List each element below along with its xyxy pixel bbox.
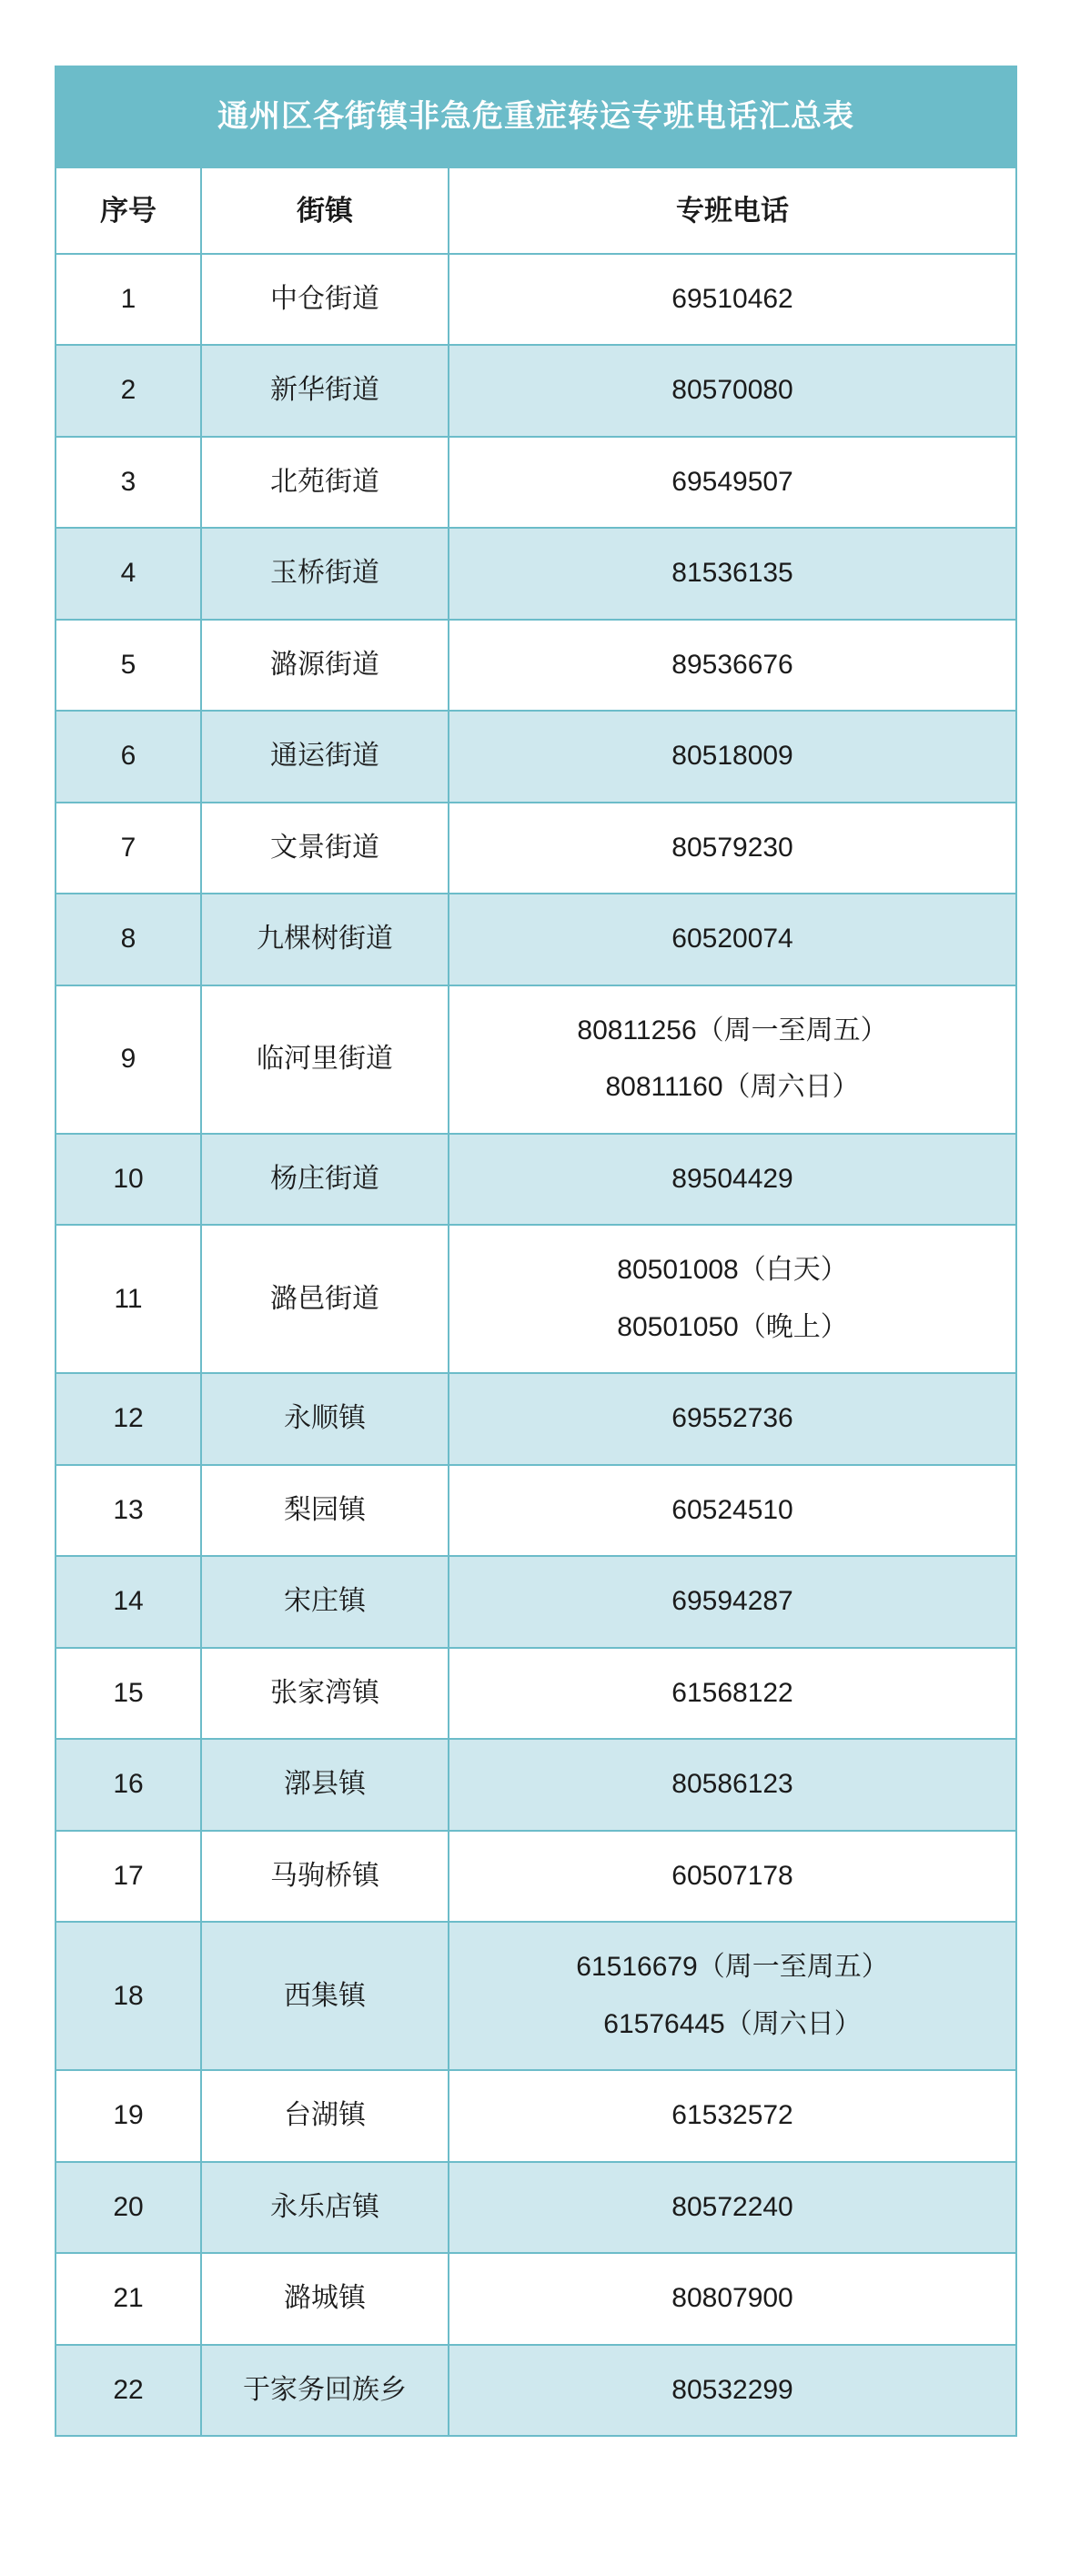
column-header-index: 序号	[56, 167, 201, 254]
phone-line: 60524510	[671, 1494, 793, 1525]
column-header-town: 街镇	[201, 167, 449, 254]
phone-line: 80579230	[671, 832, 793, 863]
cell-index: 22	[56, 2345, 201, 2437]
cell-index: 15	[56, 1648, 201, 1740]
phone-line: 61576445（周六日）	[603, 2008, 862, 2039]
phone-line: 80811256（周一至周五）	[577, 1015, 888, 1046]
cell-index: 16	[56, 1739, 201, 1831]
table-row	[56, 803, 1016, 894]
cell-town: 潞源街道	[201, 620, 449, 712]
cell-index: 17	[56, 1831, 201, 1923]
table-title-row	[56, 66, 1016, 167]
phone-line: 61516679（周一至周五）	[576, 1952, 889, 1983]
table-row	[56, 2345, 1016, 2437]
cell-index: 13	[56, 1465, 201, 1557]
table-row	[56, 1739, 1016, 1831]
table-row	[56, 1134, 1016, 1226]
table-row	[56, 254, 1016, 346]
table-row	[56, 1922, 1016, 2070]
cell-town: 九棵树街道	[201, 894, 449, 985]
phone-line: 61532572	[671, 2100, 793, 2131]
cell-index: 5	[56, 620, 201, 712]
table-row	[56, 1556, 1016, 1648]
phone-line: 80586123	[671, 1769, 793, 1800]
cell-index: 3	[56, 437, 201, 529]
phone-line: 80501008（白天）	[617, 1255, 848, 1286]
table-row	[56, 985, 1016, 1134]
cell-phone	[449, 1648, 1016, 1740]
cell-phone	[449, 985, 1016, 1134]
table-row	[56, 1465, 1016, 1557]
table-row	[56, 2070, 1016, 2162]
phone-line: 80501050（晚上）	[617, 1311, 848, 1342]
phone-line: 80572240	[671, 2191, 793, 2222]
cell-town: 张家湾镇	[201, 1648, 449, 1740]
cell-town: 中仓街道	[201, 254, 449, 346]
cell-phone	[449, 2345, 1016, 2437]
cell-index: 7	[56, 803, 201, 894]
phone-line: 80811160（周六日）	[605, 1072, 860, 1103]
cell-town: 玉桥街道	[201, 528, 449, 620]
cell-town: 永乐店镇	[201, 2162, 449, 2254]
cell-index: 2	[56, 345, 201, 437]
cell-phone	[449, 254, 1016, 346]
table-row	[56, 2253, 1016, 2345]
cell-index: 21	[56, 2253, 201, 2345]
cell-phone	[449, 345, 1016, 437]
cell-phone	[449, 620, 1016, 712]
cell-town: 西集镇	[201, 1922, 449, 2070]
cell-town: 马驹桥镇	[201, 1831, 449, 1923]
cell-town: 新华街道	[201, 345, 449, 437]
table-row	[56, 620, 1016, 712]
table-row	[56, 1225, 1016, 1373]
table-row	[56, 2162, 1016, 2254]
cell-index: 8	[56, 894, 201, 985]
cell-phone	[449, 711, 1016, 803]
cell-phone	[449, 1739, 1016, 1831]
cell-index: 11	[56, 1225, 201, 1373]
cell-index: 4	[56, 528, 201, 620]
table-row	[56, 1373, 1016, 1465]
phone-table-wrapper	[55, 66, 1015, 2437]
table-header-row	[56, 167, 1016, 254]
phone-line: 69510462	[671, 283, 793, 314]
phone-line: 60520074	[671, 924, 793, 955]
cell-phone	[449, 1225, 1016, 1373]
cell-phone	[449, 1556, 1016, 1648]
phone-line: 89536676	[671, 649, 793, 680]
phone-line: 80570080	[671, 375, 793, 406]
table-row	[56, 894, 1016, 985]
cell-phone	[449, 2253, 1016, 2345]
cell-phone	[449, 1465, 1016, 1557]
cell-town: 北苑街道	[201, 437, 449, 529]
cell-phone	[449, 528, 1016, 620]
cell-town: 漷县镇	[201, 1739, 449, 1831]
cell-phone	[449, 1922, 1016, 2070]
phone-line: 89504429	[671, 1163, 793, 1194]
cell-index: 14	[56, 1556, 201, 1648]
cell-phone	[449, 2162, 1016, 2254]
cell-phone	[449, 2070, 1016, 2162]
phone-line: 69552736	[671, 1403, 793, 1434]
cell-index: 10	[56, 1134, 201, 1226]
cell-town: 临河里街道	[201, 985, 449, 1134]
phone-line: 80518009	[671, 741, 793, 772]
phone-line: 61568122	[671, 1677, 793, 1708]
cell-phone	[449, 1134, 1016, 1226]
phone-line: 69549507	[671, 466, 793, 497]
table-row	[56, 528, 1016, 620]
cell-phone	[449, 1373, 1016, 1465]
table-row	[56, 345, 1016, 437]
table-body	[56, 66, 1016, 2436]
cell-index: 12	[56, 1373, 201, 1465]
cell-index: 20	[56, 2162, 201, 2254]
phone-line: 81536135	[671, 558, 793, 589]
page-title: 通州区各街镇非急危重症转运专班电话汇总表	[56, 66, 1016, 167]
cell-town: 潞邑街道	[201, 1225, 449, 1373]
cell-phone	[449, 803, 1016, 894]
cell-phone	[449, 894, 1016, 985]
table-row	[56, 1831, 1016, 1923]
cell-town: 杨庄街道	[201, 1134, 449, 1226]
cell-town: 通运街道	[201, 711, 449, 803]
cell-index: 1	[56, 254, 201, 346]
table-row	[56, 437, 1016, 529]
table-row	[56, 711, 1016, 803]
cell-town: 文景街道	[201, 803, 449, 894]
column-header-phone: 专班电话	[449, 167, 1016, 254]
cell-town: 潞城镇	[201, 2253, 449, 2345]
cell-index: 6	[56, 711, 201, 803]
table-row	[56, 1648, 1016, 1740]
cell-town: 于家务回族乡	[201, 2345, 449, 2437]
cell-phone	[449, 437, 1016, 529]
cell-index: 9	[56, 985, 201, 1134]
phone-line: 80532299	[671, 2374, 793, 2405]
cell-index: 19	[56, 2070, 201, 2162]
cell-index: 18	[56, 1922, 201, 2070]
cell-phone	[449, 1831, 1016, 1923]
phone-line: 80807900	[671, 2283, 793, 2314]
cell-town: 永顺镇	[201, 1373, 449, 1465]
phone-line: 60507178	[671, 1860, 793, 1891]
cell-town: 梨园镇	[201, 1465, 449, 1557]
phone-line: 69594287	[671, 1586, 793, 1617]
cell-town: 台湖镇	[201, 2070, 449, 2162]
emergency-transfer-phone-table	[55, 66, 1017, 2437]
cell-town: 宋庄镇	[201, 1556, 449, 1648]
